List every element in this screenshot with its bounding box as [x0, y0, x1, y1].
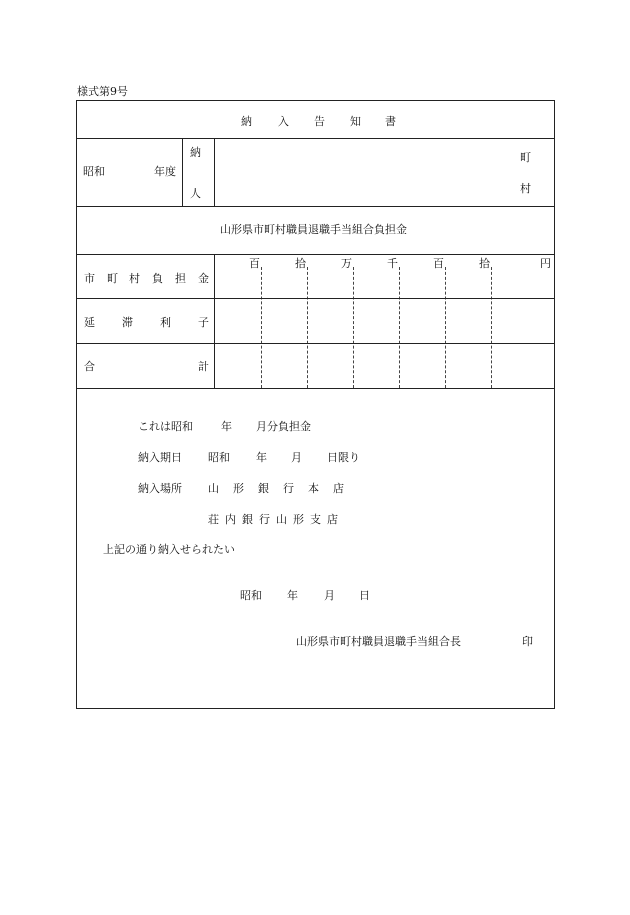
bank1-char: 行	[283, 482, 294, 495]
issuer-name: 山形県市町村職員退職手当組合長	[296, 635, 461, 648]
row-label-char: 市	[84, 272, 95, 285]
payer-label-top: 納	[190, 146, 201, 159]
bank2-char: 山	[276, 513, 287, 526]
digit-ten: 拾	[479, 257, 490, 270]
divider	[77, 298, 554, 299]
row-label-char: 計	[198, 360, 209, 373]
payer-label-bottom: 人	[190, 187, 201, 200]
bank1-char: 形	[233, 482, 244, 495]
bank2-char: 行	[259, 513, 270, 526]
row-label-char: 金	[198, 272, 209, 285]
title-char-1: 納	[241, 115, 252, 128]
due-date-era: 昭和	[208, 451, 230, 464]
due-date-month: 月	[291, 451, 302, 464]
bank2-char: 内	[225, 513, 236, 526]
issue-date-era: 昭和	[240, 589, 262, 602]
title-char-4: 知	[350, 115, 361, 128]
digit-separator	[307, 267, 308, 388]
row-label-char: 延	[84, 316, 95, 329]
bank2-char: 店	[327, 513, 338, 526]
payment-place-label: 納入場所	[138, 482, 182, 495]
issue-date-day: 日	[359, 589, 370, 602]
digit-separator	[445, 267, 446, 388]
row-label-char: 負	[152, 272, 163, 285]
notice-form	[76, 100, 555, 709]
divider	[77, 138, 554, 139]
seal-mark: 印	[522, 635, 533, 648]
issue-date-year: 年	[287, 589, 298, 602]
divider	[214, 138, 215, 206]
digit-yen: 円	[540, 257, 551, 270]
era-label: 昭和	[83, 165, 105, 178]
village-label: 村	[520, 182, 531, 195]
title-char-5: 書	[385, 115, 396, 128]
bank1-char: 銀	[258, 482, 269, 495]
row-label-char: 滞	[122, 316, 133, 329]
digit-hundred-million: 百	[249, 257, 260, 270]
bank2-char: 銀	[242, 513, 253, 526]
bank1-char: 山	[208, 482, 219, 495]
bank1-char: 本	[308, 482, 319, 495]
digit-separator	[399, 267, 400, 388]
row-label-char: 合	[84, 360, 95, 373]
body-line1-year: 年	[221, 420, 232, 433]
divider	[77, 254, 554, 255]
due-date-day: 日限り	[327, 451, 360, 464]
divider	[214, 254, 215, 388]
digit-separator	[353, 267, 354, 388]
digit-thousand: 千	[387, 257, 398, 270]
title-char-3: 告	[314, 115, 325, 128]
bank1-char: 店	[333, 482, 344, 495]
instruction-text: 上記の通り納入せられたい	[103, 543, 235, 556]
digit-separator	[491, 267, 492, 388]
row-label-char: 担	[175, 272, 186, 285]
digit-hundred: 百	[433, 257, 444, 270]
divider	[77, 343, 554, 344]
form-number: 様式第9号	[77, 85, 128, 98]
row-label-char: 子	[198, 316, 209, 329]
row-label-char: 利	[160, 316, 171, 329]
issue-date-month: 月	[324, 589, 335, 602]
body-line1-month: 月分負担金	[256, 420, 311, 433]
subject-title: 山形県市町村職員退職手当組合負担金	[220, 223, 407, 236]
divider	[77, 206, 554, 207]
body-line1-prefix: これは昭和	[138, 420, 193, 433]
due-date-year: 年	[256, 451, 267, 464]
digit-ten-million: 拾	[295, 257, 306, 270]
town-label: 町	[520, 151, 531, 164]
fiscal-year-label: 年度	[154, 165, 176, 178]
bank2-char: 荘	[208, 513, 219, 526]
digit-separator	[261, 267, 262, 388]
digit-ten-thousand: 万	[341, 257, 352, 270]
bank2-char: 形	[293, 513, 304, 526]
row-label-char: 村	[129, 272, 140, 285]
due-date-label: 納入期日	[138, 451, 182, 464]
divider	[182, 138, 183, 206]
bank2-char: 支	[310, 513, 321, 526]
row-label-char: 町	[107, 272, 118, 285]
title-char-2: 入	[278, 115, 289, 128]
divider	[77, 388, 554, 389]
